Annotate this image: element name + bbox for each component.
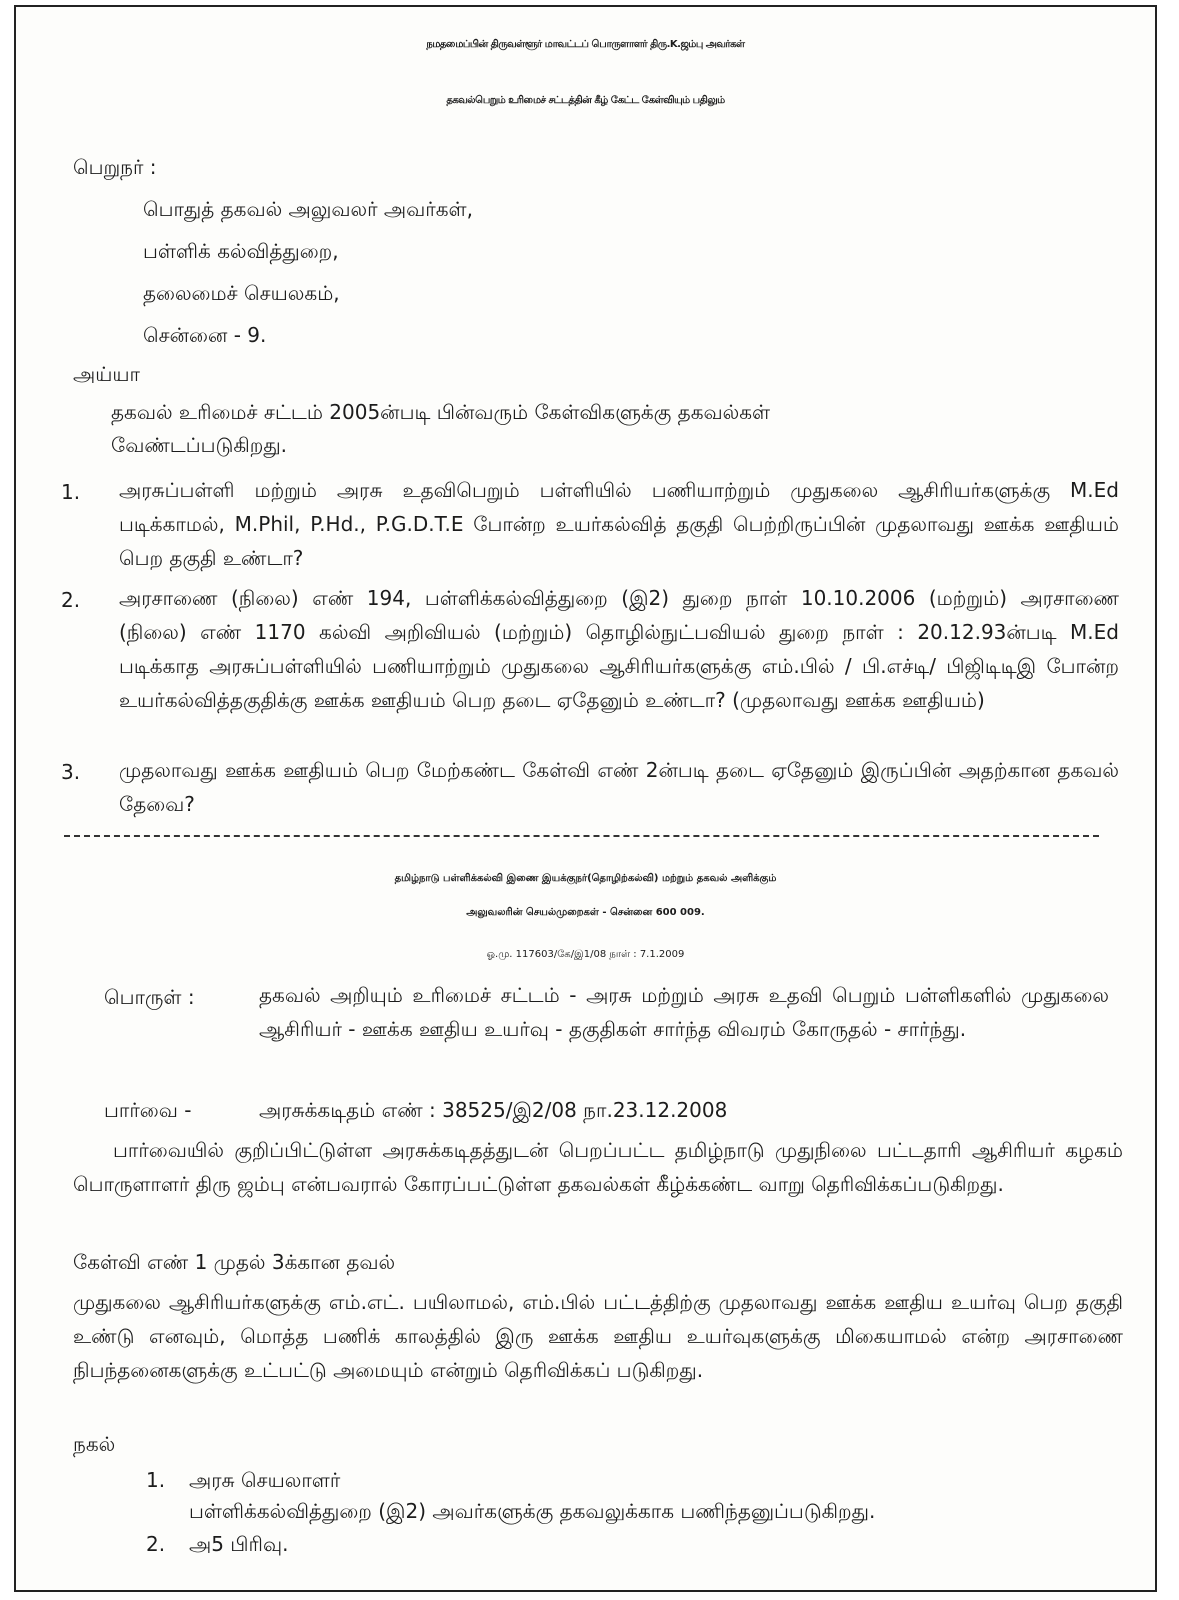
document-title-line-2: தகவல்பெறும் உரிமைச் சட்டத்தின் கீழ் கேட்ட கேள்வியும் பதிலும் (446, 95, 725, 106)
copy-1-number: 1. (146, 1468, 166, 1492)
subject-label: பொருள் : (104, 985, 195, 1009)
copy-2-line-1: அ5 பிரிவு. (189, 1532, 289, 1556)
document-title-line-1: நமதமைப்பின் திருவள்ளூர் மாவட்டப் பொருளாளர் திரு.K.ஜம்பு அவர்கள் (426, 39, 745, 50)
reply-heading-line-1: தமிழ்நாடு பள்ளிக்கல்வி இணை இயக்குநர்(தொழிற்கல்வி) மற்றும் தகவல் அளிக்கும் (394, 873, 777, 884)
question-2-number: 2. (61, 588, 81, 612)
address-line-2: பள்ளிக் கல்வித்துறை, (143, 239, 339, 263)
address-line-3: தலைமைச் செயலகம், (143, 281, 340, 305)
copy-2-number: 2. (146, 1532, 166, 1556)
section-divider (64, 835, 1099, 837)
answer-heading: கேள்வி எண் 1 முதல் 3க்கான தவல் (73, 1250, 396, 1274)
document-page (14, 5, 1157, 1592)
question-1-number: 1. (61, 480, 81, 504)
address-line-4: சென்னை - 9. (143, 323, 267, 347)
subject-text: தகவல் அறியும் உரிமைச் சட்டம் - அரசு மற்றும் அரசு உதவி பெறும் பள்ளிகளில் முதுகலை ஆசிரியர் - ஊக்க ஊதிய உயர்வு - தகுதிகள் சார்ந்த விவரம் கோருதல் - சார்ந்து. (259, 983, 1109, 1041)
to-label: பெறுநர் : (73, 155, 157, 179)
intro-line-2: வேண்டப்படுகிறது. (111, 433, 288, 457)
question-1-text: அரசுப்பள்ளி மற்றும் அரசு உதவிபெறும் பள்ளியில் பணியாற்றும் முதுகலை ஆசிரியர்களுக்கு M.Ed படிக்காமல், M.Phil, P.Hd., P.G.D.T.E போன்ற உயர்கல்வித் தகுதி பெற்றிருப்பின் முதலாவது ஊக்க ஊதியம் பெற தகுதி உண்டா? (119, 478, 1119, 570)
reply-reference: ஓ.மு. 117603/கே/இ1/08 நாள் : 7.1.2009 (486, 949, 685, 960)
reference-label: பார்வை - (104, 1098, 192, 1122)
reference-text: அரசுக்கடிதம் எண் : 38525/இ2/08 நா.23.12.2008 (259, 1098, 728, 1122)
address-line-1: பொதுத் தகவல் அலுவலர் அவர்கள், (143, 197, 473, 221)
copy-label: நகல் (73, 1432, 116, 1456)
reply-heading-line-2: அலுவலரின் செயல்முறைகள் - சென்னை 600 009. (466, 907, 705, 918)
copy-1-line-2: பள்ளிக்கல்வித்துறை (இ2) அவர்களுக்கு தகவலுக்காக பணிந்தனுப்படுகிறது. (189, 1499, 876, 1523)
reply-paragraph-1: பார்வையில் குறிப்பிட்டுள்ள அரசுக்கடிதத்துடன் பெறப்பட்ட தமிழ்நாடு முதுநிலை பட்டதாரி ஆசிரியர் கழகம் பொருளாளர் திரு ஜம்பு என்பவரால் கோரப்பட்டுள்ள தகவல்கள் கீழ்க்கண்ட வாறு தெரிவிக்கப்படுகிறது. (73, 1138, 1123, 1196)
reply-paragraph-2: முதுகலை ஆசிரியர்களுக்கு எம்.எட். பயிலாமல், எம்.பில் பட்டத்திற்கு முதலாவது ஊக்க ஊதிய உயர்வு பெற தகுதி உண்டு எனவும், மொத்த பணிக் காலத்தில் இரு ஊக்க ஊதிய உயர்வுகளுக்கு மிகையாமல் என்ற அரசாணை நிபந்தனைகளுக்கு உட்பட்டு அமையும் என்றும் தெரிவிக்கப் படுகிறது. (73, 1290, 1123, 1382)
intro-line-1: தகவல் உரிமைச் சட்டம் 2005ன்படி பின்வரும் கேள்விகளுக்கு தகவல்கள் (111, 400, 771, 424)
copy-1-line-1: அரசு செயலாளர் (189, 1468, 341, 1492)
salutation: அய்யா (73, 362, 140, 386)
question-3-number: 3. (61, 760, 81, 784)
question-3-text: முதலாவது ஊக்க ஊதியம் பெற மேற்கண்ட கேள்வி எண் 2ன்படி தடை ஏதேனும் இருப்பின் அதற்கான தகவல் தேவை? (119, 758, 1119, 816)
question-2-text: அரசாணை (நிலை) எண் 194, பள்ளிக்கல்வித்துறை (இ2) துறை நாள் 10.10.2006 (மற்றும்) அரசாணை (நிலை) எண் 1170 கல்வி அறிவியல் (மற்றும்) தொழில்நுட்பவியல் துறை நாள் : 20.12.93ன்படி M.Ed படிக்காத அரசுப்பள்ளியில் பணியாற்றும் முதுகலை ஆசிரியர்களுக்கு எம்.பில் / பி.எச்டி/ பிஜிடிடிஇ போன்ற உயர்கல்வித்தகுதிக்கு ஊக்க ஊதியம் பெற தடை ஏதேனும் உண்டா? (முதலாவது ஊக்க ஊதியம்) (119, 586, 1119, 712)
